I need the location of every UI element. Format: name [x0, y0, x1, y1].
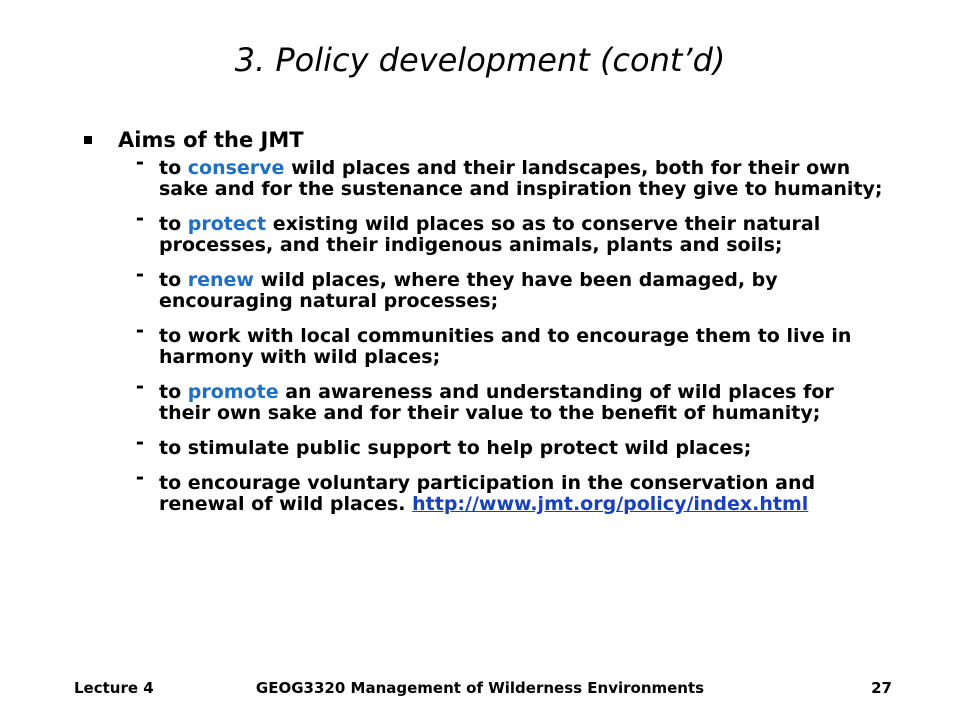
policy-link[interactable]: http://www.jmt.org/policy/index.html — [412, 493, 809, 515]
aim-keyword: protect — [187, 213, 267, 235]
slide-title: 3. Policy development (cont’d) — [234, 41, 726, 79]
aim-text — [159, 158, 884, 200]
aim-prefix: to — [159, 157, 188, 179]
section-heading: Aims of the JMT — [118, 128, 304, 152]
aim-keyword: renew — [187, 269, 254, 291]
footer-course: GEOG3320 Management of Wilderness Environments — [255, 679, 705, 697]
aim-rest: existing wild places so as to conserve their natural processes, and their indigenous animals, plants and soils; — [159, 213, 821, 256]
aim-keyword: conserve — [187, 157, 285, 179]
aim-text — [159, 214, 884, 256]
aims-list — [84, 150, 884, 515]
aim-text — [159, 326, 884, 368]
square-bullet-icon — [84, 136, 92, 144]
aim-prefix: to — [159, 269, 188, 291]
dash-bullet-icon: - — [135, 206, 144, 230]
footer-page-number: 27 — [871, 679, 892, 697]
aim-text — [159, 382, 884, 424]
aim-prefix: to encourage voluntary participation in the conservation and renewal of wild places. — [159, 472, 816, 515]
list-item — [84, 430, 884, 459]
aim-prefix: to work with local communities and to encourage them to live in harmony with wild places; — [159, 325, 852, 368]
aim-keyword: promote — [187, 381, 279, 403]
list-item — [84, 262, 884, 312]
aims-section — [84, 126, 884, 529]
dash-bullet-icon: - — [135, 262, 144, 286]
list-item — [84, 206, 884, 256]
list-item — [84, 318, 884, 368]
list-item — [84, 150, 884, 200]
aim-text — [159, 438, 884, 459]
dash-bullet-icon: - — [135, 465, 144, 489]
section-heading-row — [84, 126, 884, 154]
aim-prefix: to — [159, 213, 188, 235]
dash-bullet-icon: - — [135, 318, 144, 342]
dash-bullet-icon: - — [135, 150, 144, 174]
aim-text — [159, 270, 884, 312]
slide-footer — [0, 676, 960, 700]
dash-bullet-icon: - — [135, 430, 144, 454]
aim-prefix: to — [159, 381, 188, 403]
aim-rest: wild places, where they have been damaged, by encouraging natural processes; — [159, 269, 778, 312]
dash-bullet-icon: - — [135, 374, 144, 398]
aim-text — [159, 473, 884, 515]
list-item — [84, 465, 884, 515]
aim-prefix: to stimulate public support to help protect wild places; — [159, 437, 752, 459]
footer-lecture: Lecture 4 — [74, 679, 154, 697]
list-item — [84, 374, 884, 424]
aim-rest: wild places and their landscapes, both for their own sake and for the sustenance and inspiration they give to humanity; — [159, 157, 883, 200]
aim-rest: an awareness and understanding of wild places for their own sake and for their value to the benefit of humanity; — [159, 381, 834, 424]
